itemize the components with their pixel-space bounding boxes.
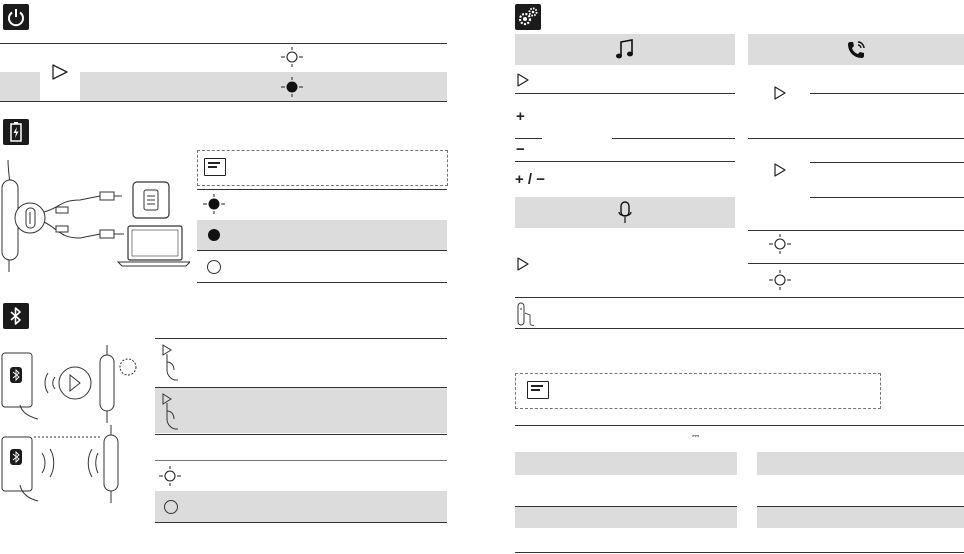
charging-band: [197, 220, 447, 250]
rule: [0, 101, 447, 102]
power-icon: [3, 4, 29, 30]
power-off-band: [80, 72, 447, 101]
volume-both-label: + / −: [515, 171, 546, 188]
press-hold-icon: [160, 342, 180, 387]
led-blink-icon: [158, 465, 182, 492]
play-icon: [773, 162, 787, 183]
rule: [155, 434, 447, 435]
rule: [515, 552, 964, 553]
rule: [0, 43, 447, 44]
phone-ringing-icon: [844, 38, 868, 67]
rule: [748, 138, 964, 139]
dc-symbol: ⎓: [692, 431, 700, 441]
charging-illustration: [0, 160, 190, 280]
rule: [155, 387, 447, 388]
rule: [810, 197, 964, 198]
led-on-icon: [280, 76, 304, 103]
led-blink-icon: [768, 233, 792, 260]
music-note-icon: [614, 38, 636, 67]
pairing-band: [155, 387, 447, 433]
power-off-band: [0, 72, 40, 101]
rule: [197, 250, 447, 251]
rule: [515, 328, 964, 329]
rule: [197, 189, 447, 190]
spec-band: [757, 507, 964, 528]
volume-down-label: −: [516, 141, 525, 158]
volume-up-label: +: [516, 108, 525, 125]
rule: [748, 230, 964, 231]
note-icon: [204, 158, 226, 176]
rule: [155, 522, 447, 523]
battery-charging-icon: [3, 119, 29, 145]
rule: [810, 162, 964, 163]
rule: [515, 161, 735, 162]
rule: [515, 425, 964, 426]
led-off-icon: [207, 260, 221, 274]
play-icon: [773, 85, 787, 106]
rule: [612, 138, 735, 139]
note-icon: [527, 381, 549, 399]
rule: [515, 297, 964, 298]
pairing-illustration: [0, 345, 150, 550]
led-on-icon: [202, 193, 226, 220]
rule: [515, 93, 735, 94]
play-icon: [516, 72, 530, 93]
play-icon: [516, 256, 530, 277]
led-blink-icon: [768, 269, 792, 296]
led-off-icon: [164, 500, 178, 514]
rule: [748, 263, 964, 264]
led-blink-icon: [280, 46, 304, 73]
rule: [197, 282, 447, 283]
rule: [155, 338, 447, 339]
play-icon: [51, 63, 69, 81]
led-solid-icon: [207, 228, 221, 247]
rule: [515, 138, 542, 139]
controls-note-box: [515, 373, 881, 409]
charging-note-box: [197, 150, 448, 186]
spec-band: [757, 452, 964, 475]
microphone-icon: [617, 200, 633, 231]
press-hold-icon: [160, 391, 180, 436]
rule: [810, 93, 964, 94]
spec-band: [515, 452, 737, 475]
spec-band: [515, 507, 737, 528]
bluetooth-icon: [3, 303, 29, 329]
gears-icon: [515, 4, 541, 30]
rule: [155, 460, 447, 461]
pairing-band: [155, 491, 447, 522]
